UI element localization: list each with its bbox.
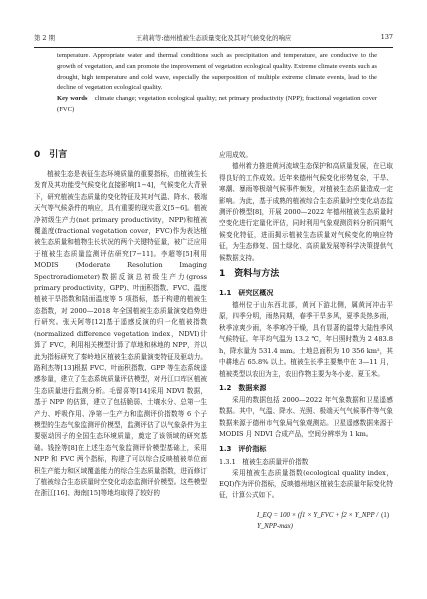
page-number: 137 — [380, 33, 393, 41]
section-1-1-title: 1.1 研究区概况 — [219, 289, 274, 298]
equation-1 — [219, 505, 393, 531]
section-1-3-title: 1.3 评价指标 — [219, 444, 267, 453]
keywords-line — [57, 94, 377, 116]
abstract-text: temperature. Appropriate water and thermal conditions such as precipitation and temperature, are conducive to the growth of vegetation, and can promote the improvement of vegetation ecological quality. Extreme climate events such as drought, high temperature and cold wave, especially the superposition of multiple extreme climate events, lead to the decline of vegetation ecological quality. — [57, 52, 377, 92]
eqi-paragraph: 采用植被生态质量指数(ecological quality index，EQI)作为评价指标，反映德州地区植被生态质量年际变化特征，计算公式如下。 — [219, 468, 393, 500]
section-0-title: 0 引言 — [34, 150, 68, 160]
section-1-title: 1 资料与方法 — [219, 269, 280, 280]
running-title: 王莉莉等:德州植被生态质量变化及其对气候变化的响应 — [135, 34, 292, 42]
study-area-paragraph: 德州位于山东西北部，黄河下游北侧，属黄河冲击平原，四季分明，雨热同期，春季干旱多风，夏季炎热多雨，秋季凉爽少雨，冬季寒冷干燥，具有显著的温带大陆性季风气候特征。年平均气温为 13.2 ℃，年日照时数为 2 483.8 h，降水量为 531.4 mm。土地总面积为 10 356 km²，其中耕地占 65.8% 以上。植被生长季主要集中在 3—11 月，植被类型以农田为主，农田作物主要为冬小麦、夏玉米。 — [219, 301, 393, 378]
right-column — [219, 150, 393, 531]
intro-continuation: 应用成效。 — [219, 151, 252, 159]
keywords-text: climate change; vegetation ecological quality; net primary productivity (NPP); fractional vegetation cover (FVC) — [57, 95, 377, 113]
english-abstract — [57, 51, 377, 116]
section-1-2-title: 1.2 数据来源 — [219, 383, 267, 392]
running-header — [34, 31, 393, 45]
header-divider — [34, 47, 393, 48]
data-source-paragraph: 采用的数据包括 2000—2022 年气象数据和卫星遥感数据。其中，气温、降水、光照、极端天气气候事件等气象数据来源于德州市气象局气象观测站。卫星遥感数据来源于 MODIS 月 NDVI 合成产品，空间分辨率为 1 km。 — [219, 395, 393, 439]
section-1-3-1-title: 1.3.1 植被生态质量评价指数 — [219, 457, 309, 466]
equation-expression: I_EQ = 100 × (f1 × Y_FVC + f2 × Y_NPP / Y_NPP-max) — [257, 511, 379, 531]
intro-paragraph-1: 植被生态是表征生态环境质量的重要指标，由植被生长发育及其功能受气候变化直接影响[1−4]，气候变化大背景下，研究植被生态质量的变化特征及其对气温、降水、极端天气等气候条件的响应，具有重要的现实意义[5−6]。植被净初级生产力(net primary productivity，NPP)和植被覆盖度(fractional vegetation cover，FVC)作为表达植被生态质量和植物生长状况的两个关键特征量，被广泛应用于植被生态质量监测评估研究[7−11]。李超等[5]利用 MODIS (Moderate Resolution Imaging Spectroradiometer)数据反演总初级生产力(gross primary productivity，GPP)、叶面积指数、FVC、温度植被干旱指数和陆面温度等 5 项指标，基于构建的植被生态指数，对 2000—2018 年全国植被生态质量演变趋势进行研究。张天阿等[12]基于遥感反演的归一化植被指数(normalized difference vegetation index，NDVI)计算了 FVC，利用相关模型计算了草地和林地的 NPP，并以此为指标研究了秦岭地区植被生态质量演变特征及驱动力。路利杰等[13]根据 FVC、叶面积指数、GPP 等生态系统遥感参量，建立了生态系统质量评估模型，对丹江口库区植被生态质量进行监测分析。毛留喜等[14]采用 NDVI 数据，基于 NPP 的估算，建立了包括脆弱、土壤水分、总第一生产力、呼吸作用、净第一生产力和监测评价指数等 6 个子模型的生态气象监测评价模型，监测评估了以气象条件为主要驱动因子的全国生态环境质量，奠定了该领域的研究基础。钱拴等[8]在上述生态气象监测评价模型基础上，采用 NPP 和 FVC 两个指标，构建了可以综合反映植被单位面积生产能力和区域覆盖能力的综合生态质量指数，进而修订了植被综合生态质量时空变化动态监测评价模型。这些模型在浙江[16]、海南[15]等地均取得了较好的 — [34, 170, 207, 498]
keywords-label: Key words — [57, 95, 88, 103]
left-column — [34, 150, 207, 500]
issue-number: 第 2 期 — [34, 34, 55, 42]
intro-paragraph-2: 德州着力推进黄河流域生态保护和高质量发展，在已取得良好的工作成效。近年来德州气候变化形势复杂，干旱、寒潮、暴雨等极端气候事件频发，对植被生态质量造成一定影响。为此，基于成熟的植被综合生态质量时空变化动态监测评价模型[8]，开展 2000—2022 年德州植被生态质量时空变化进行定量化评估，同时利用气象观测资料分析同期气候变化特征，进而揭示植被生态质量对气候变化的响应特征，为生态修复、国土绿化、高质量发展等科学决策提供气候数据支持。 — [219, 162, 393, 262]
equation-number: (1) — [381, 511, 389, 519]
